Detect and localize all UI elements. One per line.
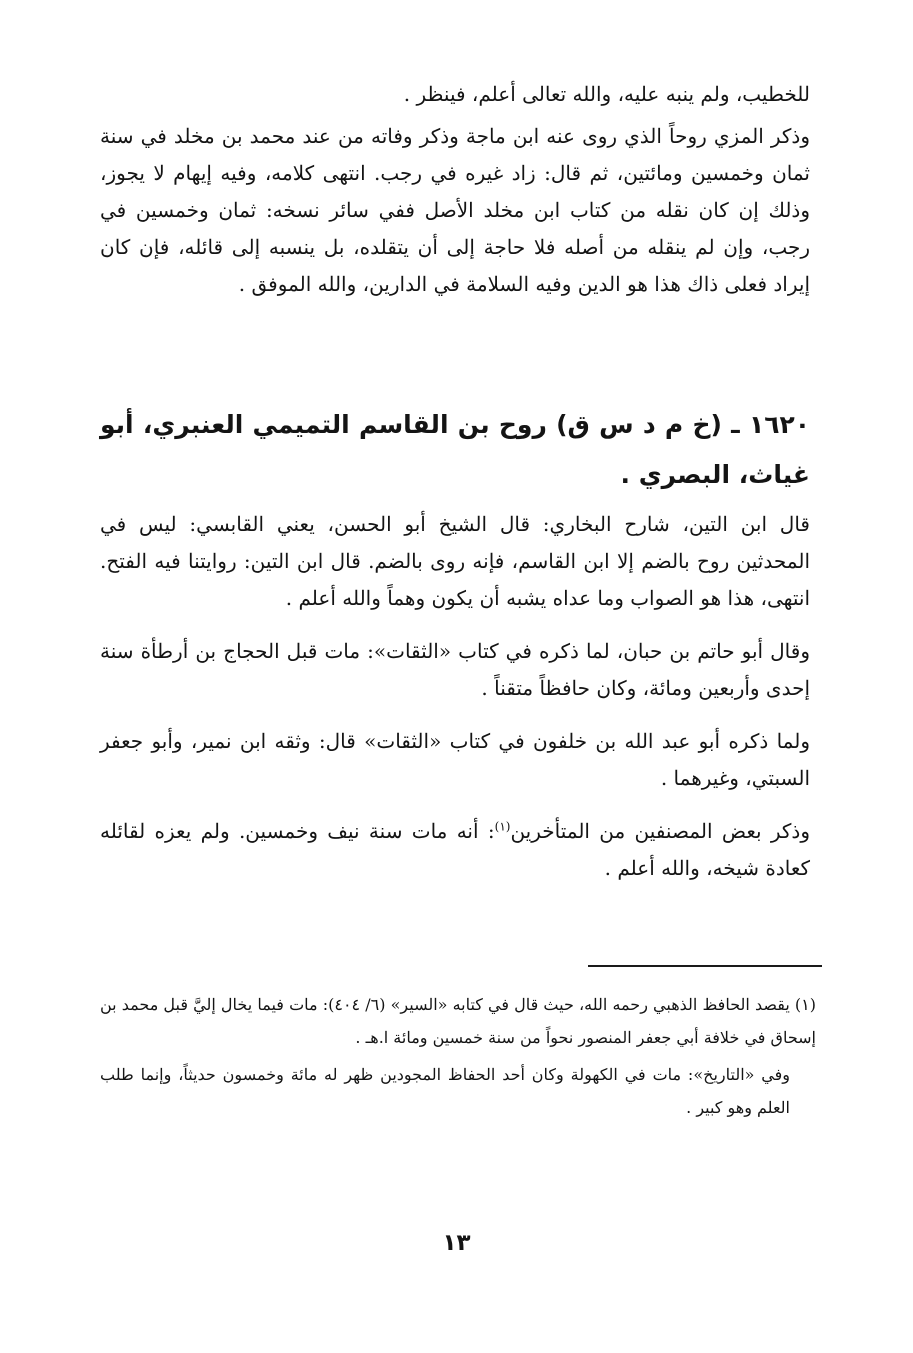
paragraph-5: ولما ذكره أبو عبد الله بن خلفون في كتاب «الثقات» قال: وثقه ابن نمير، وأبو جعفر السبتي، وغيرهما . [100, 729, 810, 790]
paragraph-6-text-start: وذكر بعض المصنفين من المتأخرين [510, 819, 810, 843]
footnotes-block [100, 988, 816, 1124]
paragraph-4: وقال أبو حاتم بن حبان، لما ذكره في كتاب «الثقات»: مات قبل الحجاج بن أرطأة سنة إحدى وأربعين ومائة، وكان حافظاً متقناً . [100, 639, 810, 700]
paragraph-3: قال ابن التين، شارح البخاري: قال الشيخ أبو الحسن، يعني القابسي: ليس في المحدثين روح بالضم إلا ابن القاسم، فإنه روى بالضم. قال ابن التين: روايتنا فيه الفتح. انتهى، هذا هو الصواب وما عداه يشبه أن يكون وهماً والله أعلم . [100, 512, 810, 610]
footnote-divider [588, 965, 822, 967]
footnote-1: (١) يقصد الحافظ الذهبي رحمه الله، حيث قال في كتابه «السير» (٦/ ٤٠٤): مات فيما يخال إليَّ قبل محمد بن إسحاق في خلافة أبي جعفر المنصور نحواً من سنة خمسين ومائة ا.هـ . [100, 995, 817, 1047]
paragraph-6 [100, 813, 810, 887]
main-text-top [100, 76, 810, 303]
entry-heading-block [100, 400, 810, 500]
main-text-bottom [100, 506, 810, 887]
paragraph-6-text-end: : أنه مات سنة نيف وخمسين. ولم يعزه لقائله كعادة شيخه، والله أعلم . [100, 819, 810, 880]
paragraph-2: وذكر المزي روحاً الذي روى عنه ابن ماجة وذكر وفاته من عند محمد بن مخلد في سنة ثمان وخمسين ومائتين، ثم قال: زاد غيره في رجب. انتهى كلامه، وفيه إيهام لا يجوز، وذلك إن كان نقله من كتاب ابن مخلد الأصل ففي سائر نسخه: ثمان وخمسين في رجب، وإن لم ينقله من أصله فلا حاجة إلى أن يتقلده، بل ينسبه إلى قائله، فإن كان إيراد فعلى ذاك هذا هو الدين وفيه السلامة في الدارين، والله الموفق . [100, 124, 810, 296]
footnote-marker: (١) [494, 819, 511, 834]
entry-heading: ١٦٢٠ ـ (خ م د س ق) روح بن القاسم التميمي العنبري، أبو غياث، البصري . [100, 410, 810, 489]
page-number: ١٣ [442, 1230, 471, 1256]
paragraph-1: للخطيب، ولم ينبه عليه، والله تعالى أعلم، فينظر . [403, 82, 810, 106]
footnote-1-continuation: وفي «التاريخ»: مات في الكهولة وكان أحد الحفاظ المجودين ظهر له مائة وخمسون حديثاً، وإنما طلب العلم وهو كبير . [100, 1065, 790, 1117]
